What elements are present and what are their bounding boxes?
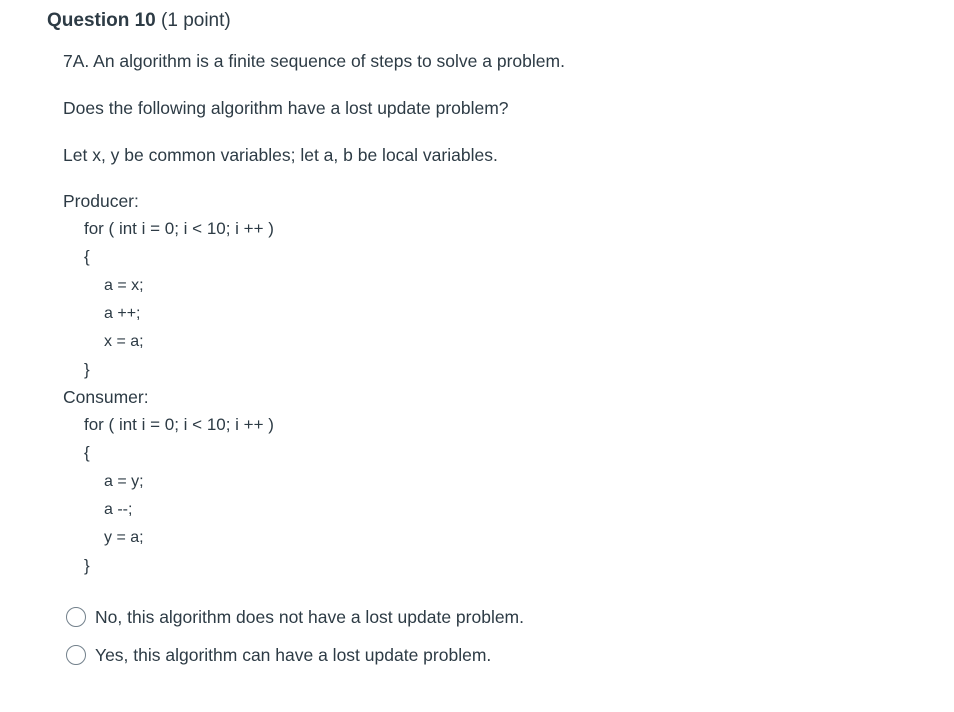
consumer-label: Consumer: <box>63 387 149 407</box>
producer-code-line: a ++; <box>104 305 141 322</box>
consumer-open-brace: { <box>84 443 90 462</box>
consumer-code-line: a = y; <box>104 473 144 490</box>
producer-code-line: x = a; <box>104 333 144 350</box>
consumer-code-line: y = a; <box>104 529 144 546</box>
answer-option-yes[interactable] <box>66 643 491 667</box>
answer-option-no[interactable] <box>66 605 524 629</box>
answer-option-label[interactable]: No, this algorithm does not have a lost update problem. <box>95 607 524 627</box>
consumer-loop: for ( int i = 0; i < 10; i ++ ) <box>84 415 274 434</box>
producer-label: Producer: <box>63 191 139 211</box>
answer-option-label[interactable]: Yes, this algorithm can have a lost update problem. <box>95 645 492 665</box>
producer-open-brace: { <box>84 247 90 266</box>
radio-button[interactable] <box>66 607 86 627</box>
producer-code-line: a = x; <box>104 277 144 294</box>
question-intro: 7A. An algorithm is a finite sequence of steps to solve a problem. <box>63 51 565 71</box>
consumer-code-line: a --; <box>104 501 133 518</box>
radio-button[interactable] <box>66 645 86 665</box>
question-variables: Let x, y be common variables; let a, b be local variables. <box>63 145 498 165</box>
question-header <box>47 9 231 33</box>
question-points: (1 point) <box>161 10 231 31</box>
question-prompt: Does the following algorithm have a lost update problem? <box>63 98 509 118</box>
producer-loop: for ( int i = 0; i < 10; i ++ ) <box>84 219 274 238</box>
question-title: Question 10 <box>47 10 156 31</box>
producer-close-brace: } <box>84 360 90 379</box>
consumer-close-brace: } <box>84 556 90 575</box>
